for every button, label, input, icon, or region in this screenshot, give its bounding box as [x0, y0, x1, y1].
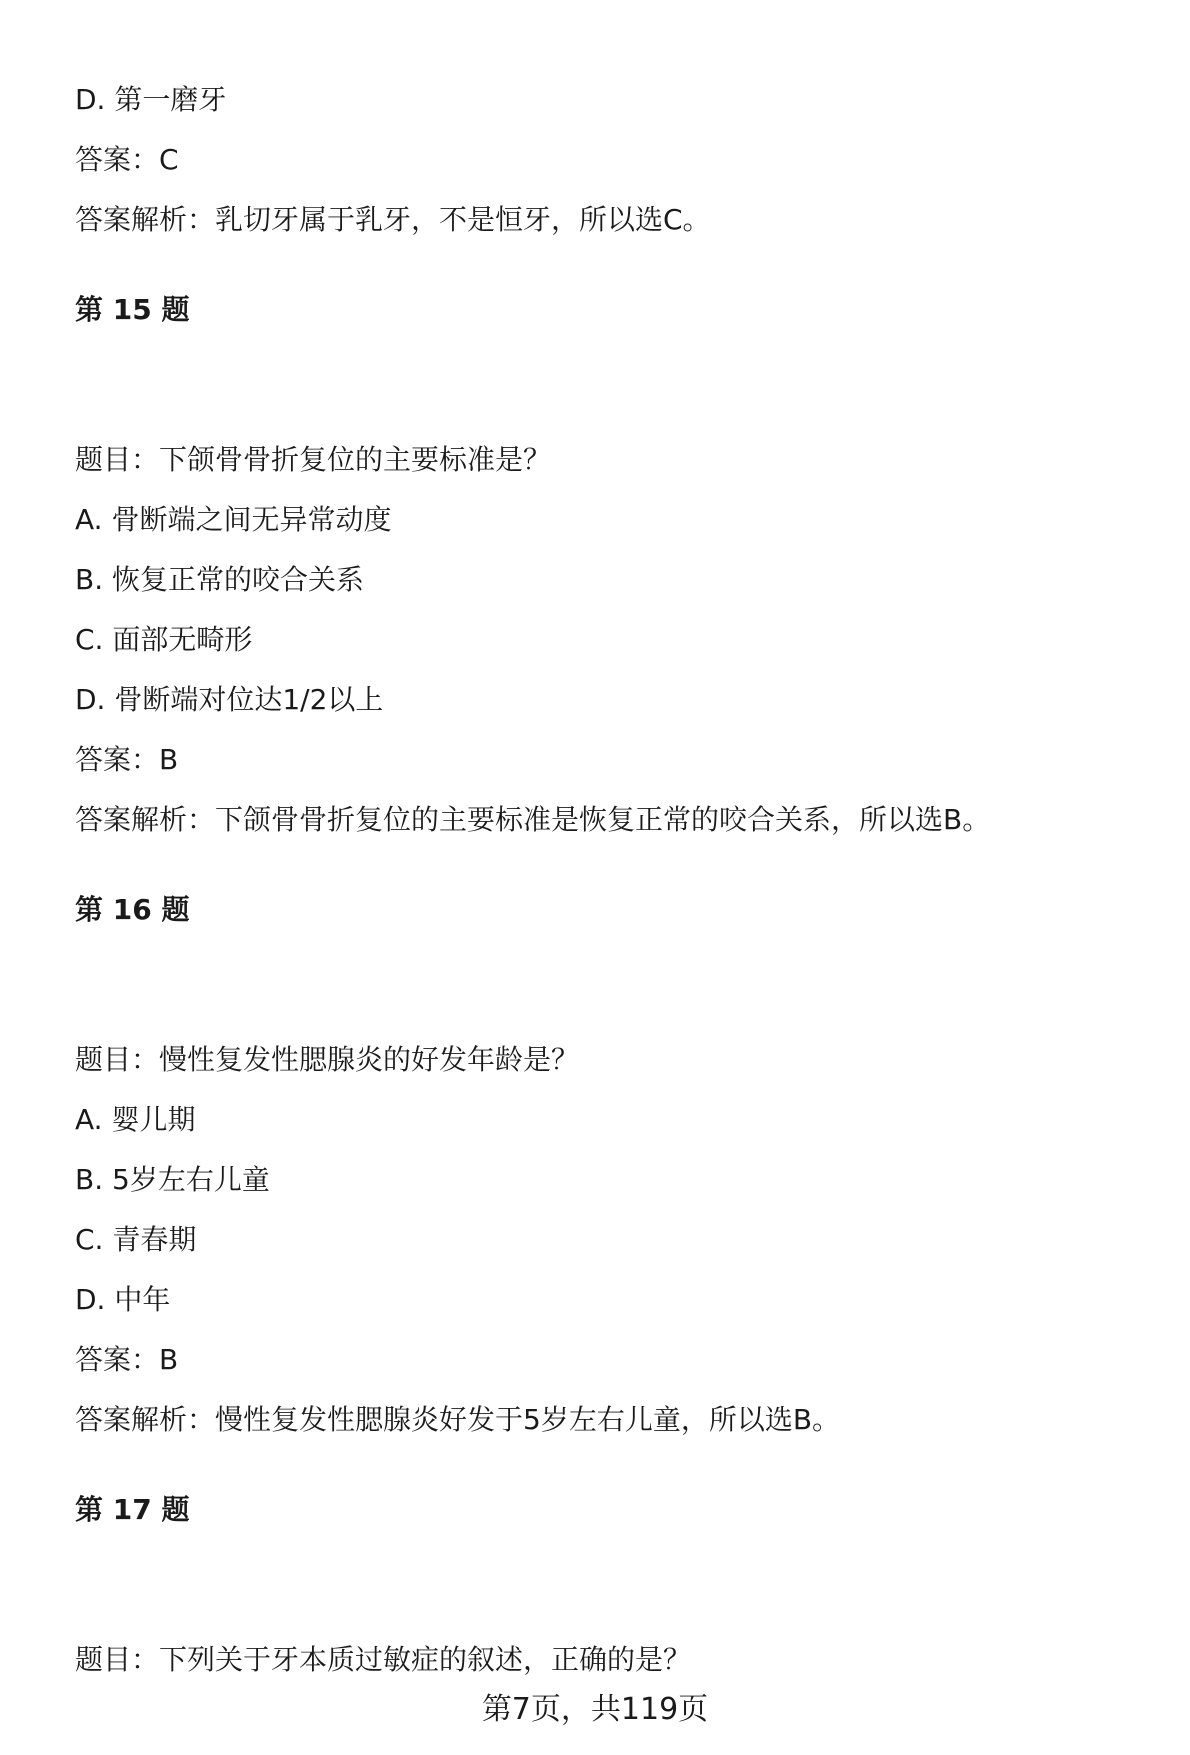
option-a: A. 骨断端之间无异常动度	[75, 503, 392, 536]
option-d: D. 第一磨牙	[75, 83, 227, 116]
question-stem: 题目：慢性复发性腮腺炎的好发年龄是？	[75, 1043, 580, 1076]
question-heading: 第 17 题	[75, 1493, 190, 1526]
option-c: C. 青春期	[75, 1223, 197, 1256]
option-b: B. 恢复正常的咬合关系	[75, 563, 365, 596]
answer-analysis: 答案解析：慢性复发性腮腺炎好发于5岁左右儿童，所以选B。	[75, 1403, 841, 1436]
option-c: C. 面部无畸形	[75, 623, 253, 656]
option-b: B. 5岁左右儿童	[75, 1163, 270, 1196]
answer: 答案：B	[75, 1343, 179, 1376]
question-heading: 第 15 题	[75, 293, 190, 326]
question-stem: 题目：下列关于牙本质过敏症的叙述，正确的是？	[75, 1643, 692, 1676]
answer: 答案：B	[75, 743, 179, 776]
option-a: A. 婴儿期	[75, 1103, 196, 1136]
answer: 答案：C	[75, 143, 179, 176]
answer-analysis: 答案解析：下颌骨骨折复位的主要标准是恢复正常的咬合关系，所以选B。	[75, 803, 991, 836]
answer-analysis: 答案解析：乳切牙属于乳牙，不是恒牙，所以选C。	[75, 203, 711, 236]
option-d: D. 中年	[75, 1283, 171, 1316]
page-number: 第7页，共119页	[481, 1692, 709, 1727]
option-d: D. 骨断端对位达1/2以上	[75, 683, 384, 716]
question-heading: 第 16 题	[75, 893, 190, 926]
question-stem: 题目：下颌骨骨折复位的主要标准是？	[75, 443, 552, 476]
